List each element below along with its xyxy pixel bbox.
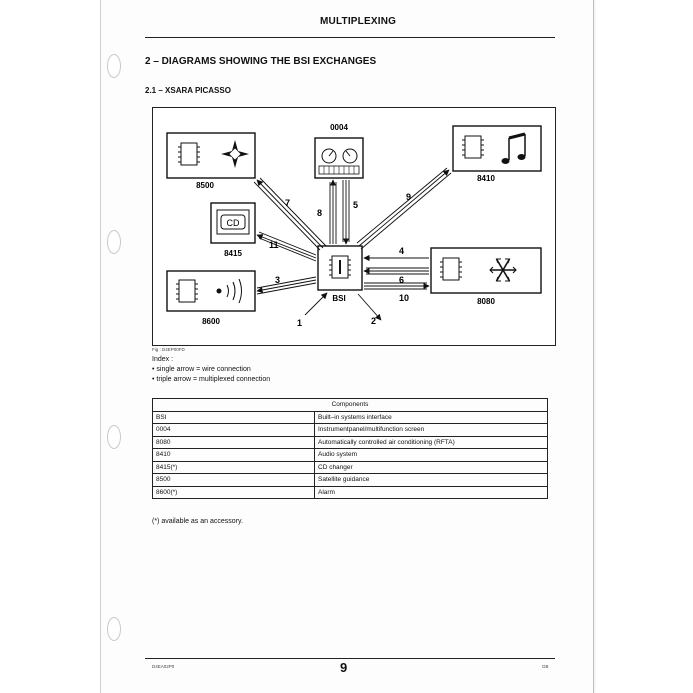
arrow-9 [357,168,451,249]
chip-icon [462,136,484,158]
chip-icon [176,280,198,302]
components-table [152,398,548,499]
table-row: 8600(*) Alarm [153,486,548,499]
link-label-9: 9 [406,192,412,202]
arrow-8 [330,180,336,244]
svg-text:CD: CD [226,218,240,228]
arrow-6 [364,268,429,274]
bsi-exchange-diagram [152,107,556,346]
node-0004 [315,123,363,178]
node-8415 [211,203,255,258]
arrow-3 [257,277,316,294]
chip-icon [178,143,200,165]
components-table-header: Components [153,399,548,412]
arrow-1 [305,293,327,315]
index-item: • single arrow = wire connection [152,366,251,373]
arrow-2 [358,294,381,320]
binder-hole [107,230,121,254]
link-label-8: 8 [317,208,323,218]
chip-icon [440,258,462,280]
table-row: 8500 Satellite guidance [153,474,548,487]
arrow-5 [343,180,349,244]
link-label-1: 1 [297,318,303,328]
index-title: Index : [152,356,174,363]
index-item: • triple arrow = multiplexed connection [152,376,271,383]
link-label-3: 3 [275,275,281,285]
link-label-2: 2 [371,316,377,326]
binder-hole [107,54,121,78]
node-label-8080: 8080 [477,297,495,306]
footer-rule [145,658,555,659]
link-label-7: 7 [285,198,291,208]
subsection-title: 2.1 – XSARA PICASSO [145,86,231,95]
link-label-11: 11 [269,240,279,250]
binder-hole [107,617,121,641]
page-number: 9 [340,660,348,675]
arrow-10 [364,283,429,289]
table-row: 8080 Automatically controlled air conditioning (RFTA) [153,436,548,449]
node-label-8415: 8415 [224,249,242,258]
node-8600 [167,271,255,326]
footer-code: D4EA02P0 [152,664,175,669]
footer-language: GB [542,664,549,669]
figure-reference: Fig : D4EP00FD [152,347,185,352]
link-label-4: 4 [399,246,405,256]
table-row: 8410 Audio system [153,449,548,462]
node-label-bsi: BSI [332,294,346,303]
link-label-6: 6 [399,275,405,285]
node-label-0004: 0004 [330,123,348,132]
page-header-title: MULTIPLEXING [320,16,397,27]
node-8500 [167,133,255,190]
node-label-8410: 8410 [477,174,495,183]
section-title: 2 – DIAGRAMS SHOWING THE BSI EXCHANGES [145,56,377,67]
node-8080 [431,248,541,306]
node-8410 [453,126,541,183]
table-row: 0004 Instrumentpanel/multifunction screen [153,424,548,437]
arrow-7 [254,178,326,250]
table-row: BSI Built–in systems interface [153,411,548,424]
link-label-10: 10 [399,293,410,303]
link-label-5: 5 [353,200,359,210]
binder-hole [107,425,121,449]
header-rule [145,37,555,38]
accessory-note: (*) available as an accessory. [152,518,243,525]
diagram-index [152,355,270,385]
node-bsi [318,246,362,303]
node-label-8500: 8500 [196,181,214,190]
node-label-8600: 8600 [202,317,220,326]
table-row: 8415(*) CD changer [153,461,548,474]
